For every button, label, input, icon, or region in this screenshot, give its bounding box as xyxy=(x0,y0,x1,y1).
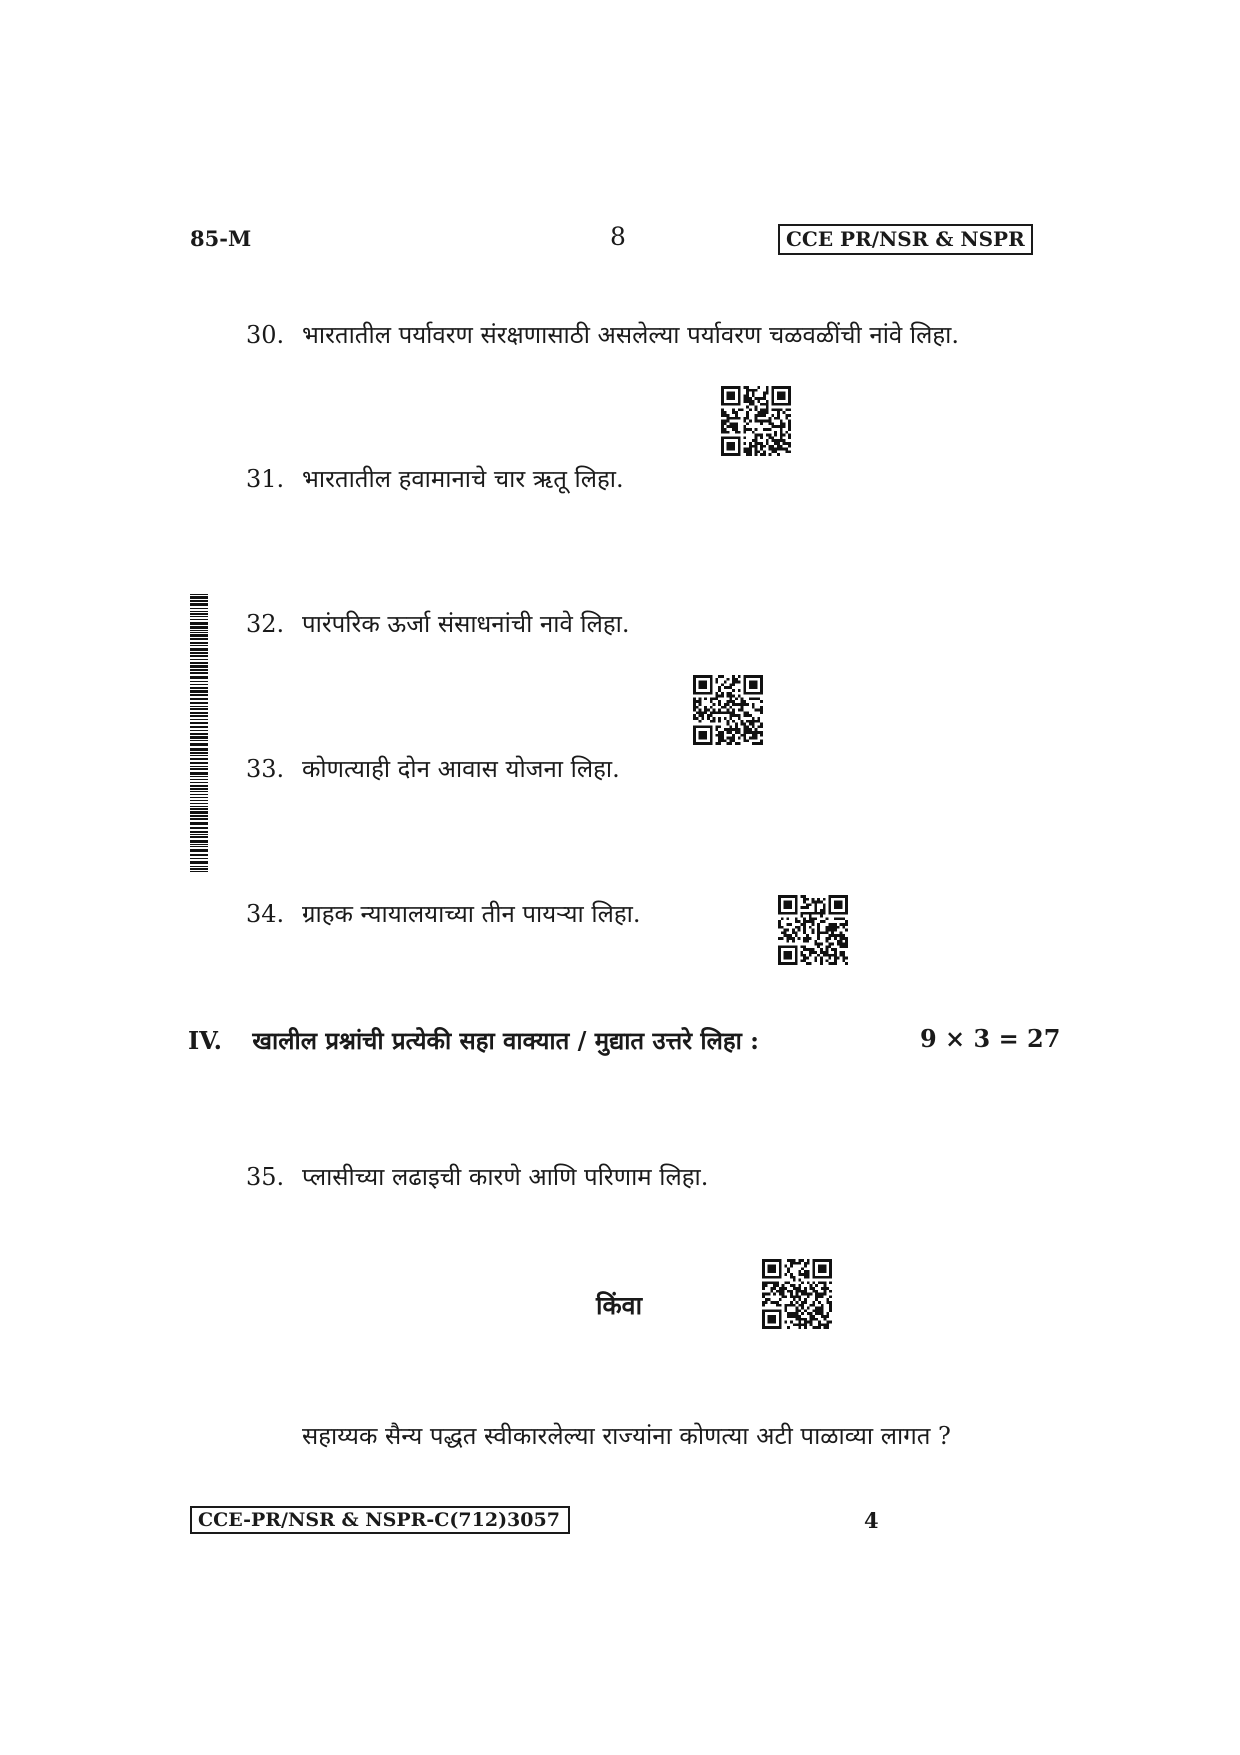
question-35 xyxy=(246,1160,708,1193)
exam-code-box: CCE PR/NSR & NSPR xyxy=(778,224,1033,255)
sheet-number: 4 xyxy=(864,1508,879,1533)
question-number: 33. xyxy=(246,755,285,783)
question-32 xyxy=(246,607,630,640)
question-number: 30. xyxy=(246,321,285,349)
question-text: प्लासीच्या लढाइची कारणे आणि परिणाम लिहा. xyxy=(302,1163,709,1191)
question-text: भारतातील हवामानाचे चार ऋतू लिहा. xyxy=(302,465,624,493)
question-30 xyxy=(246,318,959,351)
question-text: पारंपरिक ऊर्जा संसाधनांची नावे लिहा. xyxy=(302,610,630,638)
or-label: किंवा xyxy=(596,1291,643,1320)
page-number: 8 xyxy=(610,222,626,251)
qr-code-icon xyxy=(693,675,763,745)
question-34 xyxy=(246,897,640,930)
alternative-question: सहाय्यक सैन्य पद्धत स्वीकारलेल्या राज्यांना कोणत्या अटी पाळाव्या लागत ? xyxy=(302,1422,951,1450)
question-31 xyxy=(246,462,624,495)
qr-code-icon xyxy=(778,895,848,965)
question-number: 35. xyxy=(246,1163,285,1191)
qr-code-icon xyxy=(721,386,791,456)
section-instruction: खालील प्रश्नांची प्रत्येकी सहा वाक्यात / मुद्यात उत्तरे लिहा : xyxy=(252,1026,760,1055)
footer-code-box: CCE-PR/NSR & NSPR-C(712)3057 xyxy=(190,1506,570,1534)
question-33 xyxy=(246,752,620,785)
question-number: 32. xyxy=(246,610,285,638)
question-text: कोणत्याही दोन आवास योजना लिहा. xyxy=(302,755,620,783)
question-number: 34. xyxy=(246,900,285,928)
section-roman-numeral: IV. xyxy=(188,1026,223,1055)
question-text: भारतातील पर्यावरण संरक्षणासाठी असलेल्या पर्यावरण चळवळींची नांवे लिहा. xyxy=(302,321,959,349)
question-text: ग्राहक न्यायालयाच्या तीन पायऱ्या लिहा. xyxy=(302,900,641,928)
section-marks: 9 × 3 = 27 xyxy=(920,1024,1061,1053)
qr-code-icon xyxy=(762,1259,832,1329)
paper-code: 85-M xyxy=(190,226,252,251)
section-heading xyxy=(188,1024,759,1057)
question-number: 31. xyxy=(246,465,285,493)
barcode-image xyxy=(190,594,208,872)
